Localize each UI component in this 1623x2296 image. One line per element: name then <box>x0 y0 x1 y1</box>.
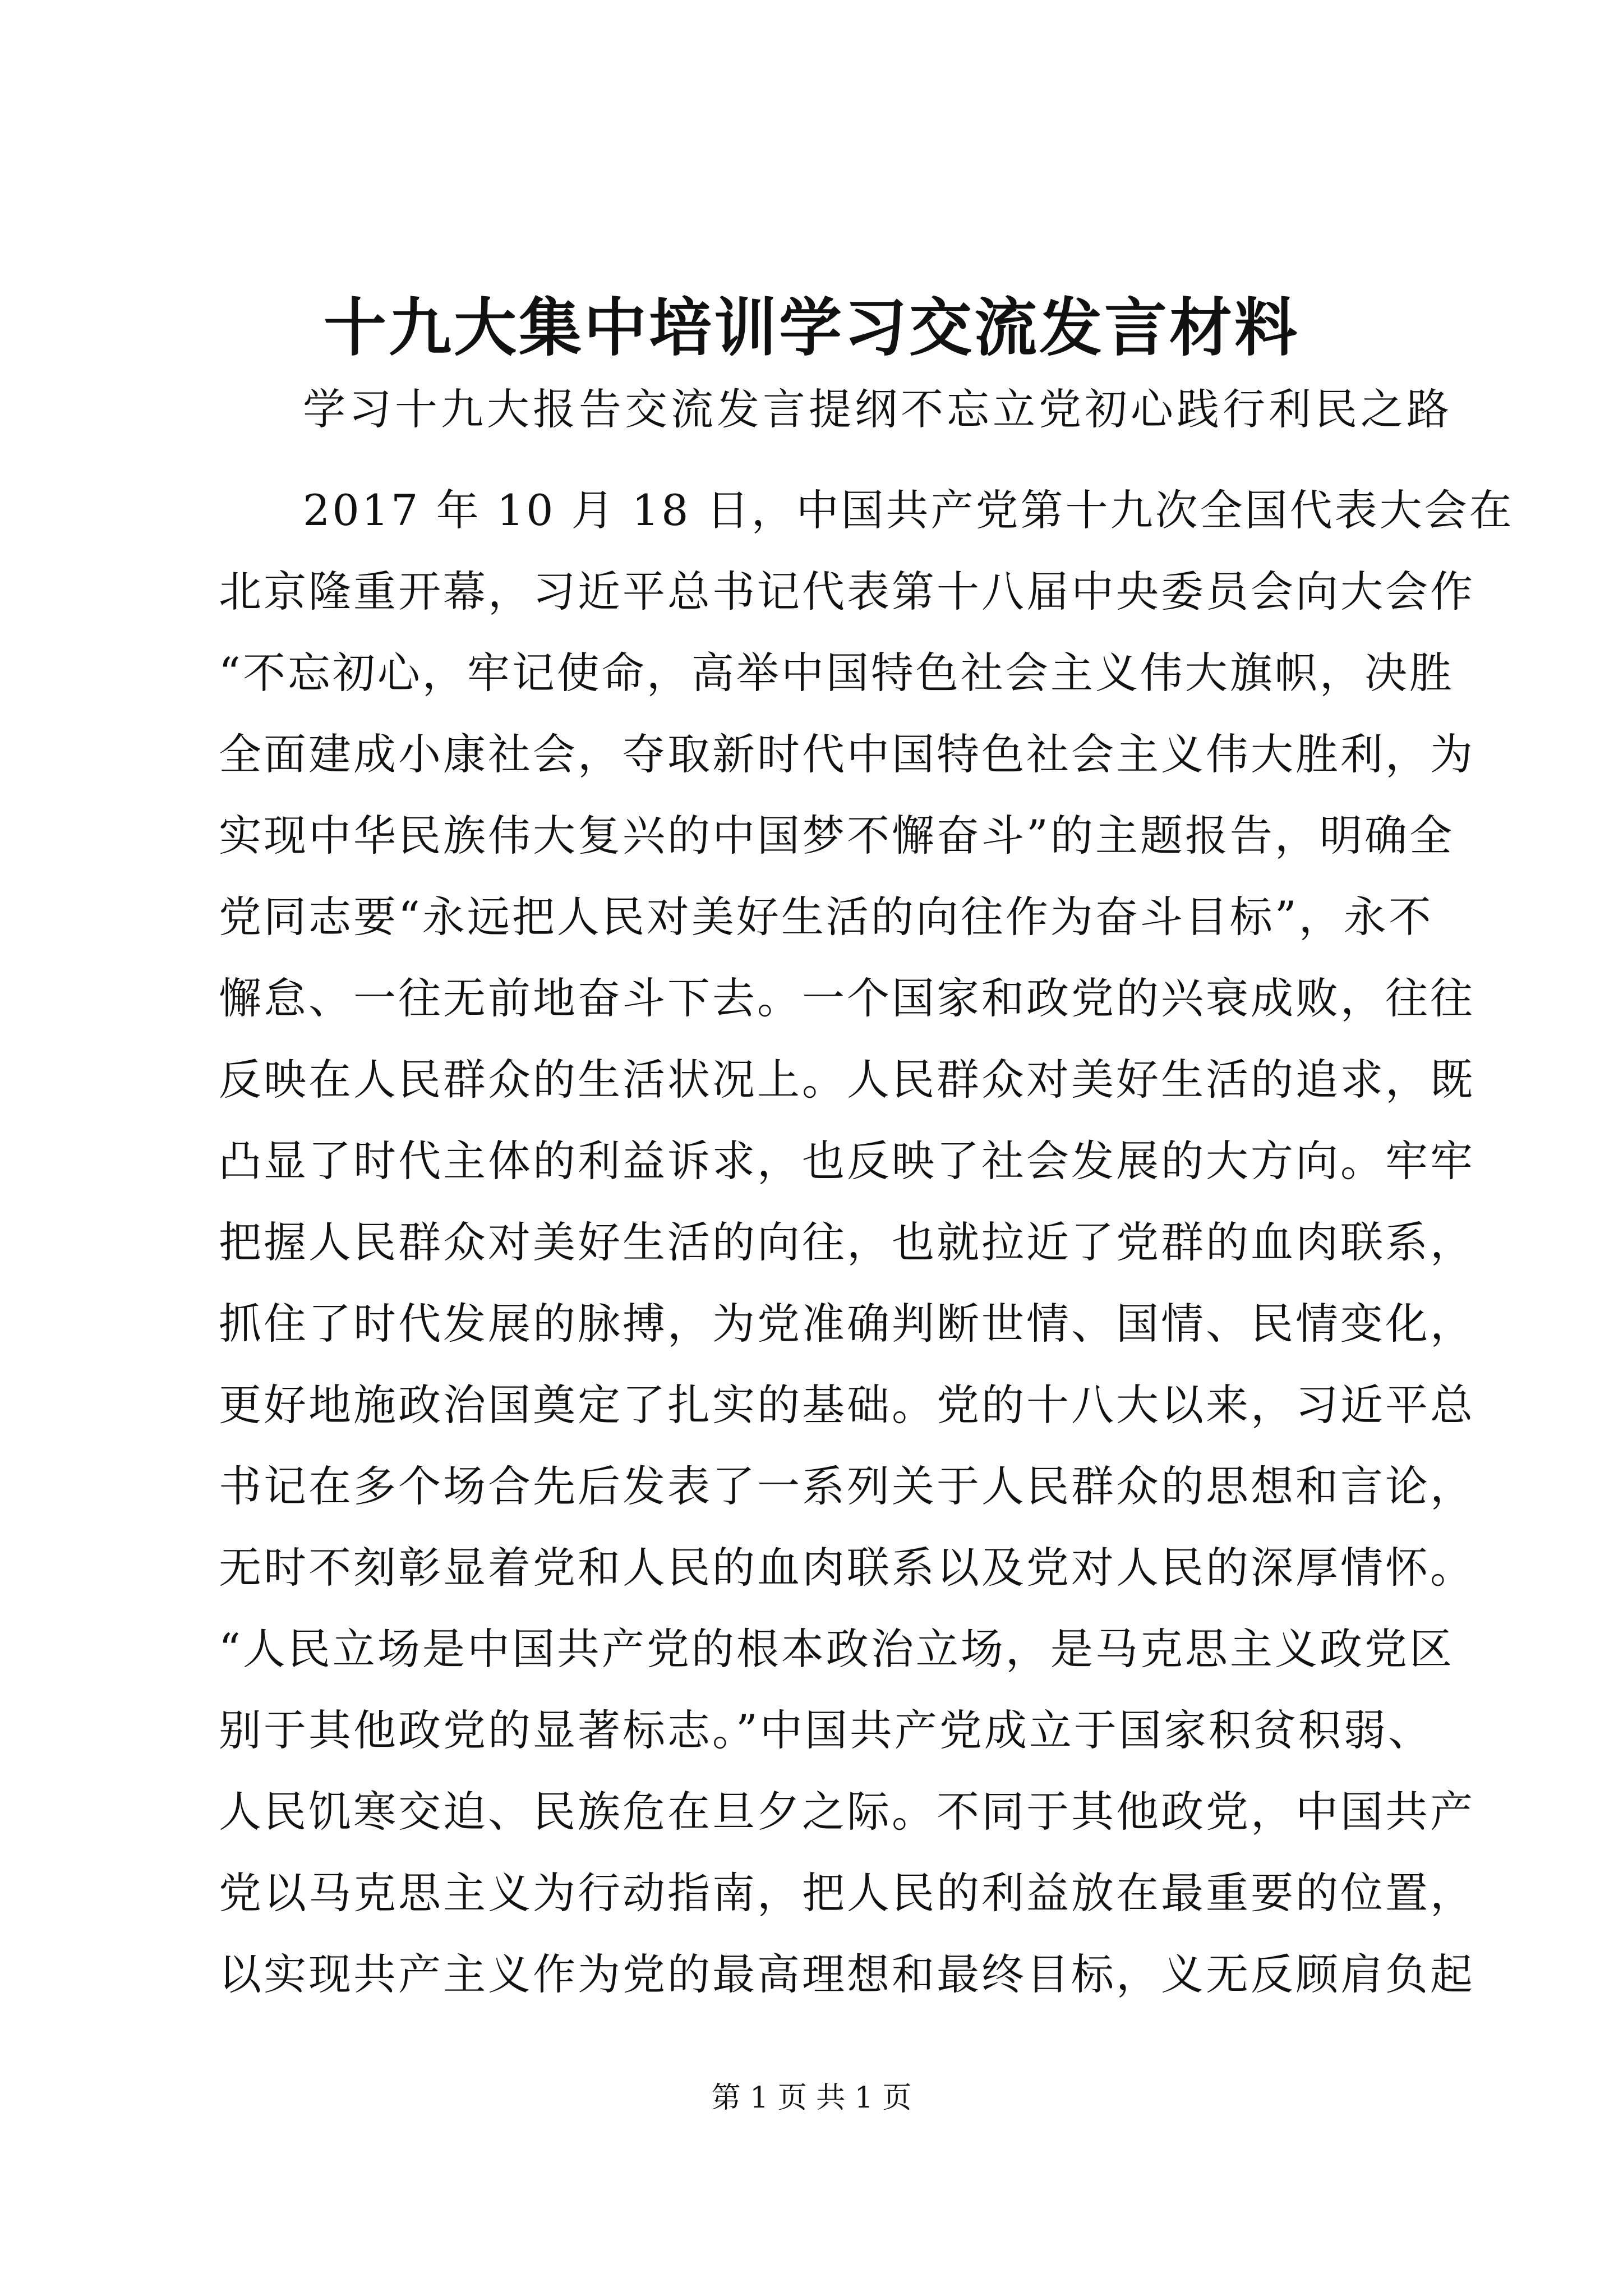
body-line: 党以马克思主义为行动指南，把人民的利益放在最重要的位置， <box>219 1868 1475 1918</box>
document-title: 十九大集中培训学习交流发言材料 <box>324 291 1299 365</box>
body-line: 抓住了时代发展的脉搏，为党准确判断世情、国情、民情变化， <box>219 1299 1475 1349</box>
body-line: 实现中华民族伟大复兴的中国梦不懈奋斗”的主题报告，明确全 <box>219 811 1454 861</box>
body-line: 书记在多个场合先后发表了一系列关于人民群众的思想和言论， <box>219 1461 1475 1511</box>
body-line: 党同志要“永远把人民对美好生活的向往作为奋斗目标”，永不 <box>219 892 1433 942</box>
body-line: 凸显了时代主体的利益诉求，也反映了社会发展的大方向。牢牢 <box>219 1136 1475 1186</box>
document-subtitle: 学习十九大报告交流发言提纲不忘立党初心践行利民之路 <box>303 384 1453 434</box>
body-line: 无时不刻彰显着党和人民的血肉联系以及党对人民的深厚情怀。 <box>219 1543 1475 1593</box>
page-footer: 第 1 页 共 1 页 <box>711 2081 912 2115</box>
body-line: 把握人民群众对美好生活的向往，也就拉近了党群的血肉联系， <box>219 1217 1475 1267</box>
body-line: 人民饥寒交迫、民族危在旦夕之际。不同于其他政党，中国共产 <box>219 1787 1475 1837</box>
body-line: “不忘初心，牢记使命，高举中国特色社会主义伟大旗帜，决胜 <box>219 648 1454 698</box>
body-line: 反映在人民群众的生活状况上。人民群众对美好生活的追求，既 <box>219 1055 1475 1105</box>
body-line: 别于其他政党的显著标志。”中国共产党成立于国家积贫积弱、 <box>219 1705 1433 1755</box>
body-line: 全面建成小康社会，夺取新时代中国特色社会主义伟大胜利，为 <box>219 729 1475 779</box>
body-line: “人民立场是中国共产党的根本政治立场，是马克思主义政党区 <box>219 1624 1454 1674</box>
body-line: 2017 年 10 月 18 日，中国共产党第十九次全国代表大会在 <box>303 485 1514 535</box>
body-line: 以实现共产主义作为党的最高理想和最终目标，义无反顾肩负起 <box>219 1949 1475 1999</box>
body-line: 懈怠、一往无前地奋斗下去。一个国家和政党的兴衰成败，往往 <box>219 973 1475 1023</box>
body-line: 更好地施政治国奠定了扎实的基础。党的十八大以来，习近平总 <box>219 1380 1475 1430</box>
body-line: 北京隆重开幕，习近平总书记代表第十八届中央委员会向大会作 <box>219 567 1475 616</box>
